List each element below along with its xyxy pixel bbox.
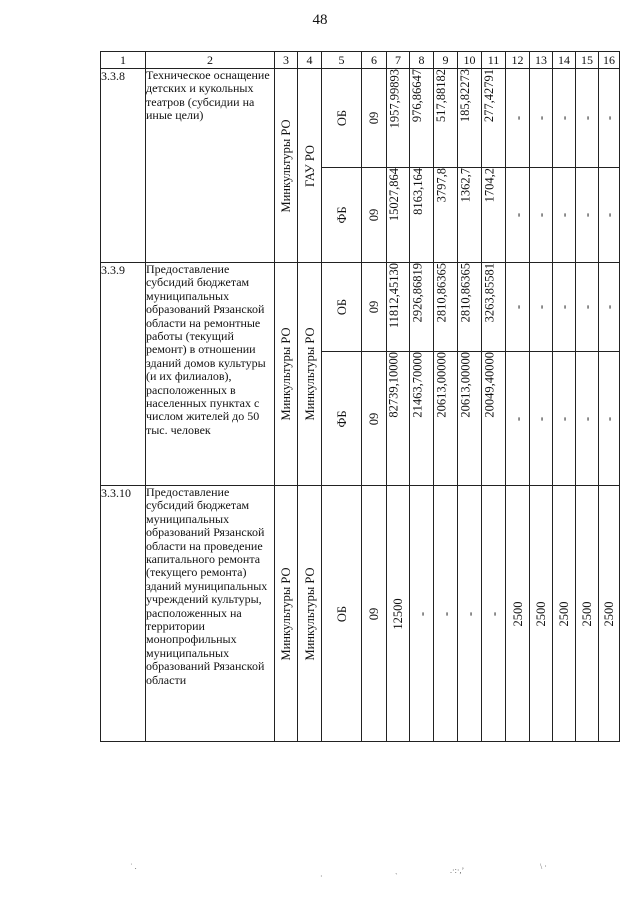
code-text: 09	[367, 208, 381, 222]
value-cell	[387, 168, 410, 263]
value-text: 20049,40000	[482, 352, 497, 418]
co-executor	[298, 263, 322, 486]
col-header: 7	[387, 52, 410, 69]
value-text: 185,82273	[458, 69, 473, 123]
code-cell	[362, 263, 387, 352]
col-header: 16	[599, 52, 620, 69]
co-executor	[298, 69, 322, 263]
col-header: 8	[410, 52, 434, 69]
value-cell	[410, 69, 434, 168]
value-text: -	[510, 115, 525, 121]
value-text: -	[580, 304, 594, 310]
value-cell	[458, 486, 482, 742]
value-cell	[410, 168, 434, 263]
col-header: 2	[146, 52, 275, 69]
value-text: -	[557, 115, 571, 121]
col-header: 5	[322, 52, 362, 69]
column-number-row	[101, 52, 620, 69]
value-text: 2500	[510, 601, 525, 626]
value-cell	[599, 486, 620, 742]
code-text: 09	[367, 300, 381, 314]
funding-source-text: ФБ	[334, 206, 349, 224]
code-cell	[362, 69, 387, 168]
col-header: 3	[275, 52, 298, 69]
value-cell	[482, 352, 506, 486]
value-cell	[599, 69, 620, 168]
value-cell	[506, 263, 530, 352]
value-cell	[553, 486, 576, 742]
code-cell	[362, 168, 387, 263]
value-text: -	[557, 212, 571, 218]
code-text: 09	[367, 607, 381, 620]
value-cell	[410, 352, 434, 486]
row-code: 3.3.9	[101, 263, 146, 486]
col-header: 13	[530, 52, 553, 69]
value-text: 1704,2	[482, 168, 497, 203]
value-cell	[506, 352, 530, 486]
value-text: 277,42791	[482, 69, 497, 123]
value-text: 11812,45130	[387, 263, 401, 329]
value-cell	[553, 69, 576, 168]
value-text: 976,86647	[410, 69, 425, 123]
funding-source	[322, 352, 362, 486]
value-text: -	[557, 304, 571, 310]
col-header: 9	[434, 52, 458, 69]
row-description: Техническое оснащение детских и кукольных театров (субсидии на иные цели)	[146, 69, 275, 263]
funding-source	[322, 69, 362, 168]
value-cell	[576, 263, 599, 352]
value-text: -	[534, 115, 548, 121]
value-cell	[553, 263, 576, 352]
scan-mark: `	[395, 872, 398, 881]
code-cell	[362, 486, 387, 742]
value-text: 517,88182	[434, 69, 449, 123]
value-text: -	[462, 611, 477, 616]
value-text: -	[602, 416, 616, 421]
scan-mark: ·	[320, 872, 323, 881]
code-cell	[362, 352, 387, 486]
value-cell	[506, 168, 530, 263]
value-cell	[434, 352, 458, 486]
page-number: 48	[312, 12, 328, 28]
value-text: -	[602, 304, 616, 310]
value-cell	[434, 69, 458, 168]
value-text: -	[557, 416, 571, 421]
responsible-executor	[275, 486, 298, 742]
value-text: -	[602, 212, 616, 218]
funding-source-text: ФБ	[334, 409, 349, 428]
value-text: 3263,85581	[482, 263, 497, 323]
value-cell	[458, 168, 482, 263]
value-cell	[434, 168, 458, 263]
value-cell	[530, 69, 553, 168]
value-text: 2500	[534, 601, 548, 626]
value-text: 2926,86819	[410, 263, 425, 323]
table-row	[101, 486, 620, 742]
row-code: 3.3.10	[101, 486, 146, 742]
col-header: 4	[298, 52, 322, 69]
value-text: 3797,8	[434, 168, 449, 203]
col-header: 6	[362, 52, 387, 69]
scan-mark: .·:·,ʼ	[450, 866, 465, 875]
program-table	[100, 51, 620, 742]
value-cell	[387, 69, 410, 168]
scan-mark: \ ·	[540, 862, 547, 871]
value-text: 1362,7	[458, 168, 473, 203]
responsible-executor	[275, 263, 298, 486]
value-cell	[599, 352, 620, 486]
col-header: 10	[458, 52, 482, 69]
funding-source-text: ОБ	[334, 298, 349, 316]
value-cell	[576, 486, 599, 742]
value-cell	[530, 168, 553, 263]
value-cell	[482, 69, 506, 168]
value-cell	[434, 486, 458, 742]
responsible-executor	[275, 69, 298, 263]
value-text: -	[534, 304, 548, 310]
row-description: Предоставление субсидий бюджетам муниципальных образований Рязанской области на ремонтные работы (текущий ремонт) в отношении зданий домов культуры (и их филиалов), расположенных в населенных пунктах с числом жителей до 50 тыс. человек	[146, 263, 275, 486]
value-text: 12500	[391, 597, 405, 630]
table-row	[101, 69, 620, 168]
co-executor-text: ГАУ РО	[302, 144, 317, 187]
value-text: 2500	[602, 601, 616, 626]
scan-mark: ˙ .	[130, 862, 137, 871]
funding-source-text: ОБ	[334, 109, 349, 127]
value-text: -	[534, 212, 548, 218]
responsible-executor-text: Минкультуры РО	[279, 327, 293, 421]
value-text: 2810,86365	[434, 263, 449, 323]
col-header: 15	[576, 52, 599, 69]
value-text: 21463,70000	[410, 352, 425, 418]
value-text: -	[580, 212, 594, 218]
value-cell	[482, 168, 506, 263]
value-text: 2500	[557, 601, 571, 626]
value-cell	[506, 486, 530, 742]
funding-source	[322, 168, 362, 263]
value-text: -	[510, 304, 525, 310]
co-executor-text: Минкультуры РО	[302, 327, 317, 421]
value-text: -	[486, 611, 501, 616]
value-text: -	[534, 416, 548, 421]
value-cell	[576, 168, 599, 263]
value-text: 2810,86365	[458, 263, 473, 323]
col-header: 11	[482, 52, 506, 69]
value-text: 15027,864	[387, 168, 401, 222]
value-text: -	[438, 611, 453, 616]
col-header: 1	[101, 52, 146, 69]
co-executor	[298, 486, 322, 742]
value-cell	[434, 263, 458, 352]
row-code: 3.3.8	[101, 69, 146, 263]
value-cell	[410, 486, 434, 742]
value-text: 8163,164	[410, 168, 425, 215]
value-cell	[530, 263, 553, 352]
row-description: Предоставление субсидий бюджетам муниципальных образований Рязанской области на проведение капитального ремонта (текущего ремонта) зданий муниципальных учреждений культуры, расположенных на территории монопрофильных муниципальных образований Рязанской области	[146, 486, 275, 742]
col-header: 12	[506, 52, 530, 69]
value-text: 20613,00000	[434, 352, 449, 418]
value-text: 82739,10000	[387, 352, 401, 418]
value-text: -	[414, 611, 429, 616]
value-text: -	[580, 416, 594, 421]
value-cell	[576, 352, 599, 486]
value-cell	[506, 69, 530, 168]
value-cell	[387, 352, 410, 486]
value-cell	[599, 263, 620, 352]
code-text: 09	[367, 111, 381, 125]
value-text: 20613,00000	[458, 352, 473, 418]
funding-source-text: ОБ	[334, 605, 349, 622]
value-cell	[530, 352, 553, 486]
value-text: -	[602, 115, 616, 121]
value-text: -	[580, 115, 594, 121]
value-cell	[530, 486, 553, 742]
value-text: -	[510, 212, 525, 218]
value-cell	[410, 263, 434, 352]
funding-source	[322, 486, 362, 742]
co-executor-text: Минкультуры РО	[302, 566, 317, 661]
value-text: 2500	[580, 601, 594, 626]
value-text: 1957,99893	[387, 69, 401, 129]
value-cell	[553, 168, 576, 263]
value-text: -	[510, 416, 525, 421]
table-row	[101, 263, 620, 352]
value-cell	[482, 263, 506, 352]
value-cell	[458, 263, 482, 352]
value-cell	[553, 352, 576, 486]
value-cell	[387, 486, 410, 742]
responsible-executor-text: Минкультуры РО	[279, 118, 293, 213]
value-cell	[576, 69, 599, 168]
responsible-executor-text: Минкультуры РО	[279, 566, 293, 661]
value-cell	[599, 168, 620, 263]
value-cell	[458, 69, 482, 168]
col-header: 14	[553, 52, 576, 69]
value-cell	[387, 263, 410, 352]
code-text: 09	[367, 412, 381, 425]
funding-source	[322, 263, 362, 352]
value-cell	[458, 352, 482, 486]
value-cell	[482, 486, 506, 742]
